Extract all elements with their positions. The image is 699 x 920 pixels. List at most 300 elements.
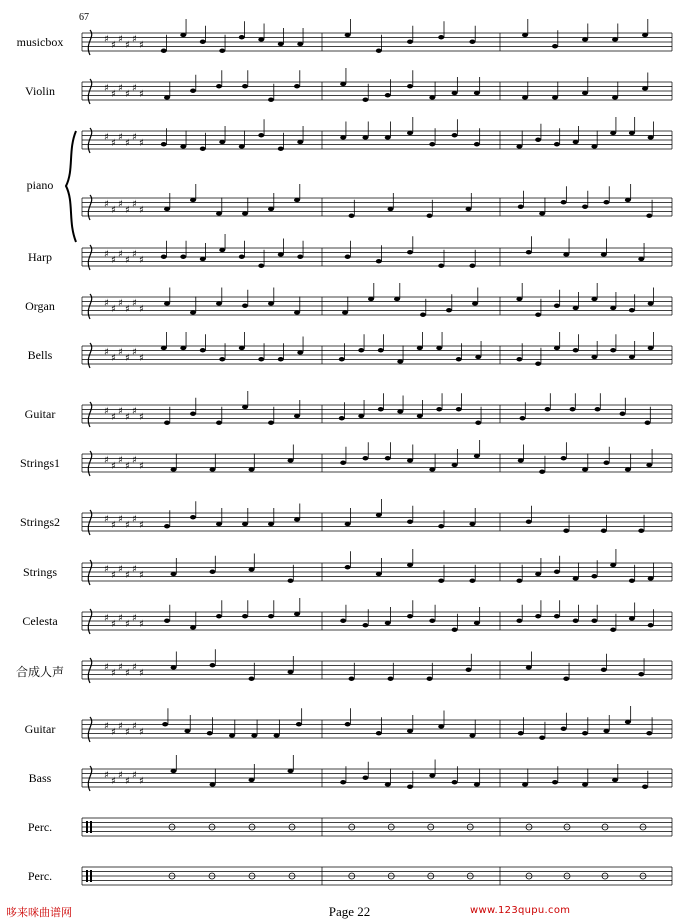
notehead — [345, 722, 351, 726]
notehead — [526, 665, 532, 669]
notehead — [539, 211, 545, 215]
notehead — [242, 522, 248, 526]
notehead — [164, 524, 170, 528]
notehead — [554, 304, 560, 308]
sharp-glyph: ♯ — [139, 412, 144, 423]
sharp-glyph: ♯ — [132, 83, 137, 94]
notehead — [603, 200, 609, 204]
notehead — [274, 733, 280, 737]
sharp-glyph: ♯ — [111, 668, 116, 679]
notehead — [516, 619, 522, 623]
notehead — [216, 84, 222, 88]
notehead — [625, 198, 631, 202]
notehead — [469, 579, 475, 583]
notehead — [190, 515, 196, 519]
notehead — [397, 409, 403, 413]
notehead — [516, 297, 522, 301]
notehead — [161, 255, 167, 259]
sharp-glyph: ♯ — [118, 770, 123, 781]
instrument-label: 合成人声 — [15, 665, 64, 679]
notehead — [407, 614, 413, 618]
notehead — [438, 724, 444, 728]
notehead — [376, 731, 382, 735]
notehead — [472, 301, 478, 305]
notehead — [249, 677, 255, 681]
notehead — [429, 619, 435, 623]
notehead — [200, 147, 206, 151]
notehead — [376, 49, 382, 53]
notehead — [407, 250, 413, 254]
sharp-glyph: ♯ — [125, 619, 130, 630]
notehead — [219, 49, 225, 53]
notehead — [268, 421, 274, 425]
sharp-glyph: ♯ — [111, 89, 116, 100]
sharp-glyph: ♯ — [139, 776, 144, 787]
notehead — [620, 412, 626, 416]
notehead — [474, 621, 480, 625]
notehead — [278, 42, 284, 46]
sharp-glyph: ♯ — [118, 613, 123, 624]
notehead — [629, 579, 635, 583]
notehead — [407, 729, 413, 733]
notehead — [239, 255, 245, 259]
notehead — [452, 780, 458, 784]
notehead — [190, 310, 196, 314]
notehead — [297, 42, 303, 46]
notehead — [362, 98, 368, 102]
instrument-label: Strings1 — [19, 456, 60, 470]
notehead — [573, 306, 579, 310]
notehead — [438, 579, 444, 583]
sharp-glyph: ♯ — [132, 132, 137, 143]
notehead — [642, 86, 648, 90]
notehead — [610, 131, 616, 135]
notehead — [242, 84, 248, 88]
notehead — [219, 140, 225, 144]
notehead — [535, 614, 541, 618]
notehead — [385, 135, 391, 139]
notehead — [362, 776, 368, 780]
notehead — [294, 310, 300, 314]
notehead — [180, 346, 186, 350]
notehead — [210, 570, 216, 574]
sharp-glyph: ♯ — [111, 461, 116, 472]
notehead — [268, 614, 274, 618]
notehead — [180, 33, 186, 37]
notehead — [210, 467, 216, 471]
notehead — [638, 257, 644, 261]
notehead — [591, 574, 597, 578]
site-watermark-right: www.123qupu.com — [470, 905, 571, 916]
percussion-clef — [86, 870, 88, 882]
notehead — [288, 579, 294, 583]
notehead — [216, 522, 222, 526]
notehead — [646, 214, 652, 218]
notehead — [171, 665, 177, 669]
notehead — [278, 147, 284, 151]
sharp-glyph: ♯ — [132, 406, 137, 417]
sharp-glyph: ♯ — [111, 570, 116, 581]
percussion-clef — [90, 821, 92, 833]
notehead — [239, 144, 245, 148]
instrument-label: Guitar — [24, 407, 56, 421]
notehead — [200, 257, 206, 261]
sharp-glyph: ♯ — [125, 89, 130, 100]
sharp-glyph: ♯ — [104, 347, 109, 358]
notehead — [376, 513, 382, 517]
sharp-glyph: ♯ — [111, 304, 116, 315]
notehead — [474, 142, 480, 146]
notehead — [446, 308, 452, 312]
sharp-glyph: ♯ — [125, 412, 130, 423]
notehead — [438, 35, 444, 39]
sharp-glyph: ♯ — [118, 132, 123, 143]
notehead — [603, 461, 609, 465]
measure-number: 67 — [79, 12, 89, 23]
sharp-glyph: ♯ — [104, 249, 109, 260]
sharp-glyph: ♯ — [118, 347, 123, 358]
notehead — [242, 211, 248, 215]
sharp-glyph: ♯ — [139, 353, 144, 364]
notehead — [358, 348, 364, 352]
notehead — [610, 306, 616, 310]
notehead — [522, 95, 528, 99]
notehead — [573, 619, 579, 623]
notehead — [385, 621, 391, 625]
notehead — [164, 421, 170, 425]
notehead — [629, 616, 635, 620]
notehead — [582, 37, 588, 41]
notehead — [552, 780, 558, 784]
sharp-glyph: ♯ — [111, 40, 116, 51]
notehead — [554, 614, 560, 618]
notehead — [518, 458, 524, 462]
notehead — [535, 362, 541, 366]
sharp-glyph: ♯ — [111, 412, 116, 423]
notehead — [239, 346, 245, 350]
notehead — [629, 355, 635, 359]
notehead — [349, 214, 355, 218]
notehead — [610, 348, 616, 352]
notehead — [164, 207, 170, 211]
notehead — [278, 357, 284, 361]
notehead — [545, 407, 551, 411]
notehead — [358, 414, 364, 418]
sharp-glyph: ♯ — [125, 304, 130, 315]
sharp-glyph: ♯ — [118, 199, 123, 210]
sharp-glyph: ♯ — [118, 721, 123, 732]
notehead — [296, 722, 302, 726]
notehead — [518, 731, 524, 735]
notehead — [164, 619, 170, 623]
notehead — [612, 37, 618, 41]
notehead — [376, 572, 382, 576]
notehead — [436, 407, 442, 411]
sharp-glyph: ♯ — [132, 662, 137, 673]
sharp-glyph: ♯ — [132, 721, 137, 732]
notehead — [469, 40, 475, 44]
notehead — [171, 572, 177, 576]
notehead — [582, 467, 588, 471]
notehead — [200, 348, 206, 352]
notehead — [429, 773, 435, 777]
notehead — [526, 250, 532, 254]
sharp-glyph: ♯ — [104, 455, 109, 466]
notehead — [610, 563, 616, 567]
notehead — [625, 720, 631, 724]
notehead — [535, 138, 541, 142]
sharp-glyph: ♯ — [104, 564, 109, 575]
notehead — [638, 672, 644, 676]
notehead — [648, 135, 654, 139]
notehead — [258, 133, 264, 137]
notehead — [516, 579, 522, 583]
notehead — [219, 248, 225, 252]
notehead — [242, 405, 248, 409]
notehead — [520, 416, 526, 420]
notehead — [339, 357, 345, 361]
notehead — [161, 346, 167, 350]
notehead — [582, 782, 588, 786]
instrument-label: Guitar — [24, 722, 56, 736]
sharp-glyph: ♯ — [111, 520, 116, 531]
site-watermark-left: 哆来咪曲谱网 — [6, 906, 72, 919]
notehead — [469, 522, 475, 526]
notehead — [219, 357, 225, 361]
notehead — [573, 576, 579, 580]
notehead — [385, 93, 391, 97]
notehead — [582, 91, 588, 95]
notehead — [591, 355, 597, 359]
notehead — [297, 255, 303, 259]
sharp-glyph: ♯ — [139, 520, 144, 531]
notehead — [475, 421, 481, 425]
notehead — [438, 524, 444, 528]
sharp-glyph: ♯ — [132, 249, 137, 260]
notehead — [429, 142, 435, 146]
notehead — [582, 731, 588, 735]
notehead — [229, 733, 235, 737]
sharp-glyph: ♯ — [104, 613, 109, 624]
sharp-glyph: ♯ — [104, 721, 109, 732]
notehead — [452, 133, 458, 137]
notehead — [526, 520, 532, 524]
notehead — [407, 458, 413, 462]
notehead — [268, 301, 274, 305]
notehead — [388, 207, 394, 211]
notehead — [642, 33, 648, 37]
sharp-glyph: ♯ — [132, 34, 137, 45]
instrument-label: Perc. — [27, 820, 53, 834]
notehead — [407, 785, 413, 789]
notehead — [288, 458, 294, 462]
notehead — [162, 722, 168, 726]
sharp-glyph: ♯ — [125, 520, 130, 531]
notehead — [297, 140, 303, 144]
instrument-label: Harp — [28, 250, 52, 264]
notehead — [394, 297, 400, 301]
notehead — [407, 84, 413, 88]
notehead — [646, 463, 652, 467]
notehead — [294, 517, 300, 521]
sharp-glyph: ♯ — [132, 613, 137, 624]
sharp-glyph: ♯ — [139, 138, 144, 149]
sharp-glyph: ♯ — [118, 662, 123, 673]
notehead — [648, 623, 654, 627]
notehead — [474, 782, 480, 786]
sharp-glyph: ♯ — [132, 514, 137, 525]
notehead — [340, 135, 346, 139]
sharp-glyph: ♯ — [125, 727, 130, 738]
notehead — [258, 357, 264, 361]
notehead — [591, 619, 597, 623]
notehead — [595, 407, 601, 411]
notehead — [516, 357, 522, 361]
sharp-glyph: ♯ — [139, 619, 144, 630]
notehead — [638, 529, 644, 533]
instrument-label: musicbox — [16, 35, 64, 49]
notehead — [563, 677, 569, 681]
notehead — [648, 301, 654, 305]
notehead — [362, 135, 368, 139]
sharp-glyph: ♯ — [118, 564, 123, 575]
notehead — [278, 252, 284, 256]
sharp-glyph: ♯ — [104, 662, 109, 673]
notehead — [469, 733, 475, 737]
notehead — [407, 563, 413, 567]
sharp-glyph: ♯ — [111, 776, 116, 787]
notehead — [216, 301, 222, 305]
notehead — [582, 205, 588, 209]
sharp-glyph: ♯ — [118, 406, 123, 417]
sharp-glyph: ♯ — [125, 40, 130, 51]
sharp-glyph: ♯ — [132, 347, 137, 358]
notehead — [258, 264, 264, 268]
notehead — [456, 357, 462, 361]
notehead — [340, 619, 346, 623]
notehead — [190, 198, 196, 202]
notehead — [242, 614, 248, 618]
notehead — [466, 207, 472, 211]
notehead — [180, 144, 186, 148]
notehead — [539, 736, 545, 740]
sharp-glyph: ♯ — [104, 406, 109, 417]
sharp-glyph: ♯ — [125, 205, 130, 216]
notehead — [345, 33, 351, 37]
notehead — [552, 95, 558, 99]
sharp-glyph: ♯ — [118, 455, 123, 466]
instrument-label: Strings2 — [19, 515, 60, 529]
notehead — [429, 95, 435, 99]
sharp-glyph: ♯ — [104, 132, 109, 143]
notehead — [340, 82, 346, 86]
notehead — [216, 421, 222, 425]
sharp-glyph: ♯ — [118, 83, 123, 94]
notehead — [340, 780, 346, 784]
notehead — [362, 623, 368, 627]
notehead — [258, 37, 264, 41]
notehead — [535, 313, 541, 317]
sharp-glyph: ♯ — [125, 255, 130, 266]
notehead — [452, 628, 458, 632]
notehead — [161, 142, 167, 146]
notehead — [342, 310, 348, 314]
notehead — [429, 467, 435, 471]
notehead — [522, 33, 528, 37]
notehead — [294, 84, 300, 88]
notehead — [466, 668, 472, 672]
notehead — [591, 297, 597, 301]
sharp-glyph: ♯ — [125, 668, 130, 679]
notehead — [601, 529, 607, 533]
notehead — [190, 412, 196, 416]
notehead — [535, 572, 541, 576]
notehead — [629, 131, 635, 135]
notehead — [573, 140, 579, 144]
instrument-label: Strings — [22, 565, 57, 579]
notehead — [210, 782, 216, 786]
sharp-glyph: ♯ — [125, 138, 130, 149]
notehead — [407, 40, 413, 44]
notehead — [297, 350, 303, 354]
instrument-label: piano — [26, 178, 54, 192]
notehead — [474, 454, 480, 458]
notehead — [427, 677, 433, 681]
notehead — [554, 142, 560, 146]
notehead — [625, 467, 631, 471]
notehead — [648, 576, 654, 580]
sharp-glyph: ♯ — [125, 570, 130, 581]
notehead — [475, 355, 481, 359]
notehead — [629, 308, 635, 312]
notehead — [456, 407, 462, 411]
sharp-glyph: ♯ — [132, 199, 137, 210]
notehead — [242, 304, 248, 308]
notehead — [368, 297, 374, 301]
sharp-glyph: ♯ — [111, 619, 116, 630]
notehead — [251, 733, 257, 737]
notehead — [345, 255, 351, 259]
notehead — [452, 463, 458, 467]
notehead — [522, 782, 528, 786]
notehead — [161, 49, 167, 53]
sharp-glyph: ♯ — [132, 455, 137, 466]
sharp-glyph: ♯ — [111, 727, 116, 738]
sharp-glyph: ♯ — [132, 770, 137, 781]
sharp-glyph: ♯ — [104, 83, 109, 94]
notehead — [601, 252, 607, 256]
notehead — [385, 782, 391, 786]
notehead — [610, 628, 616, 632]
notehead — [171, 769, 177, 773]
notehead — [518, 205, 524, 209]
notehead — [294, 414, 300, 418]
notehead — [388, 677, 394, 681]
notehead — [397, 359, 403, 363]
notehead — [268, 98, 274, 102]
notehead — [601, 668, 607, 672]
notehead — [288, 670, 294, 674]
notehead — [561, 456, 567, 460]
sharp-glyph: ♯ — [139, 89, 144, 100]
percussion-clef — [86, 821, 88, 833]
notehead — [612, 95, 618, 99]
notehead — [207, 731, 213, 735]
notehead — [469, 264, 475, 268]
sharp-glyph: ♯ — [139, 668, 144, 679]
notehead — [436, 346, 442, 350]
notehead — [164, 301, 170, 305]
